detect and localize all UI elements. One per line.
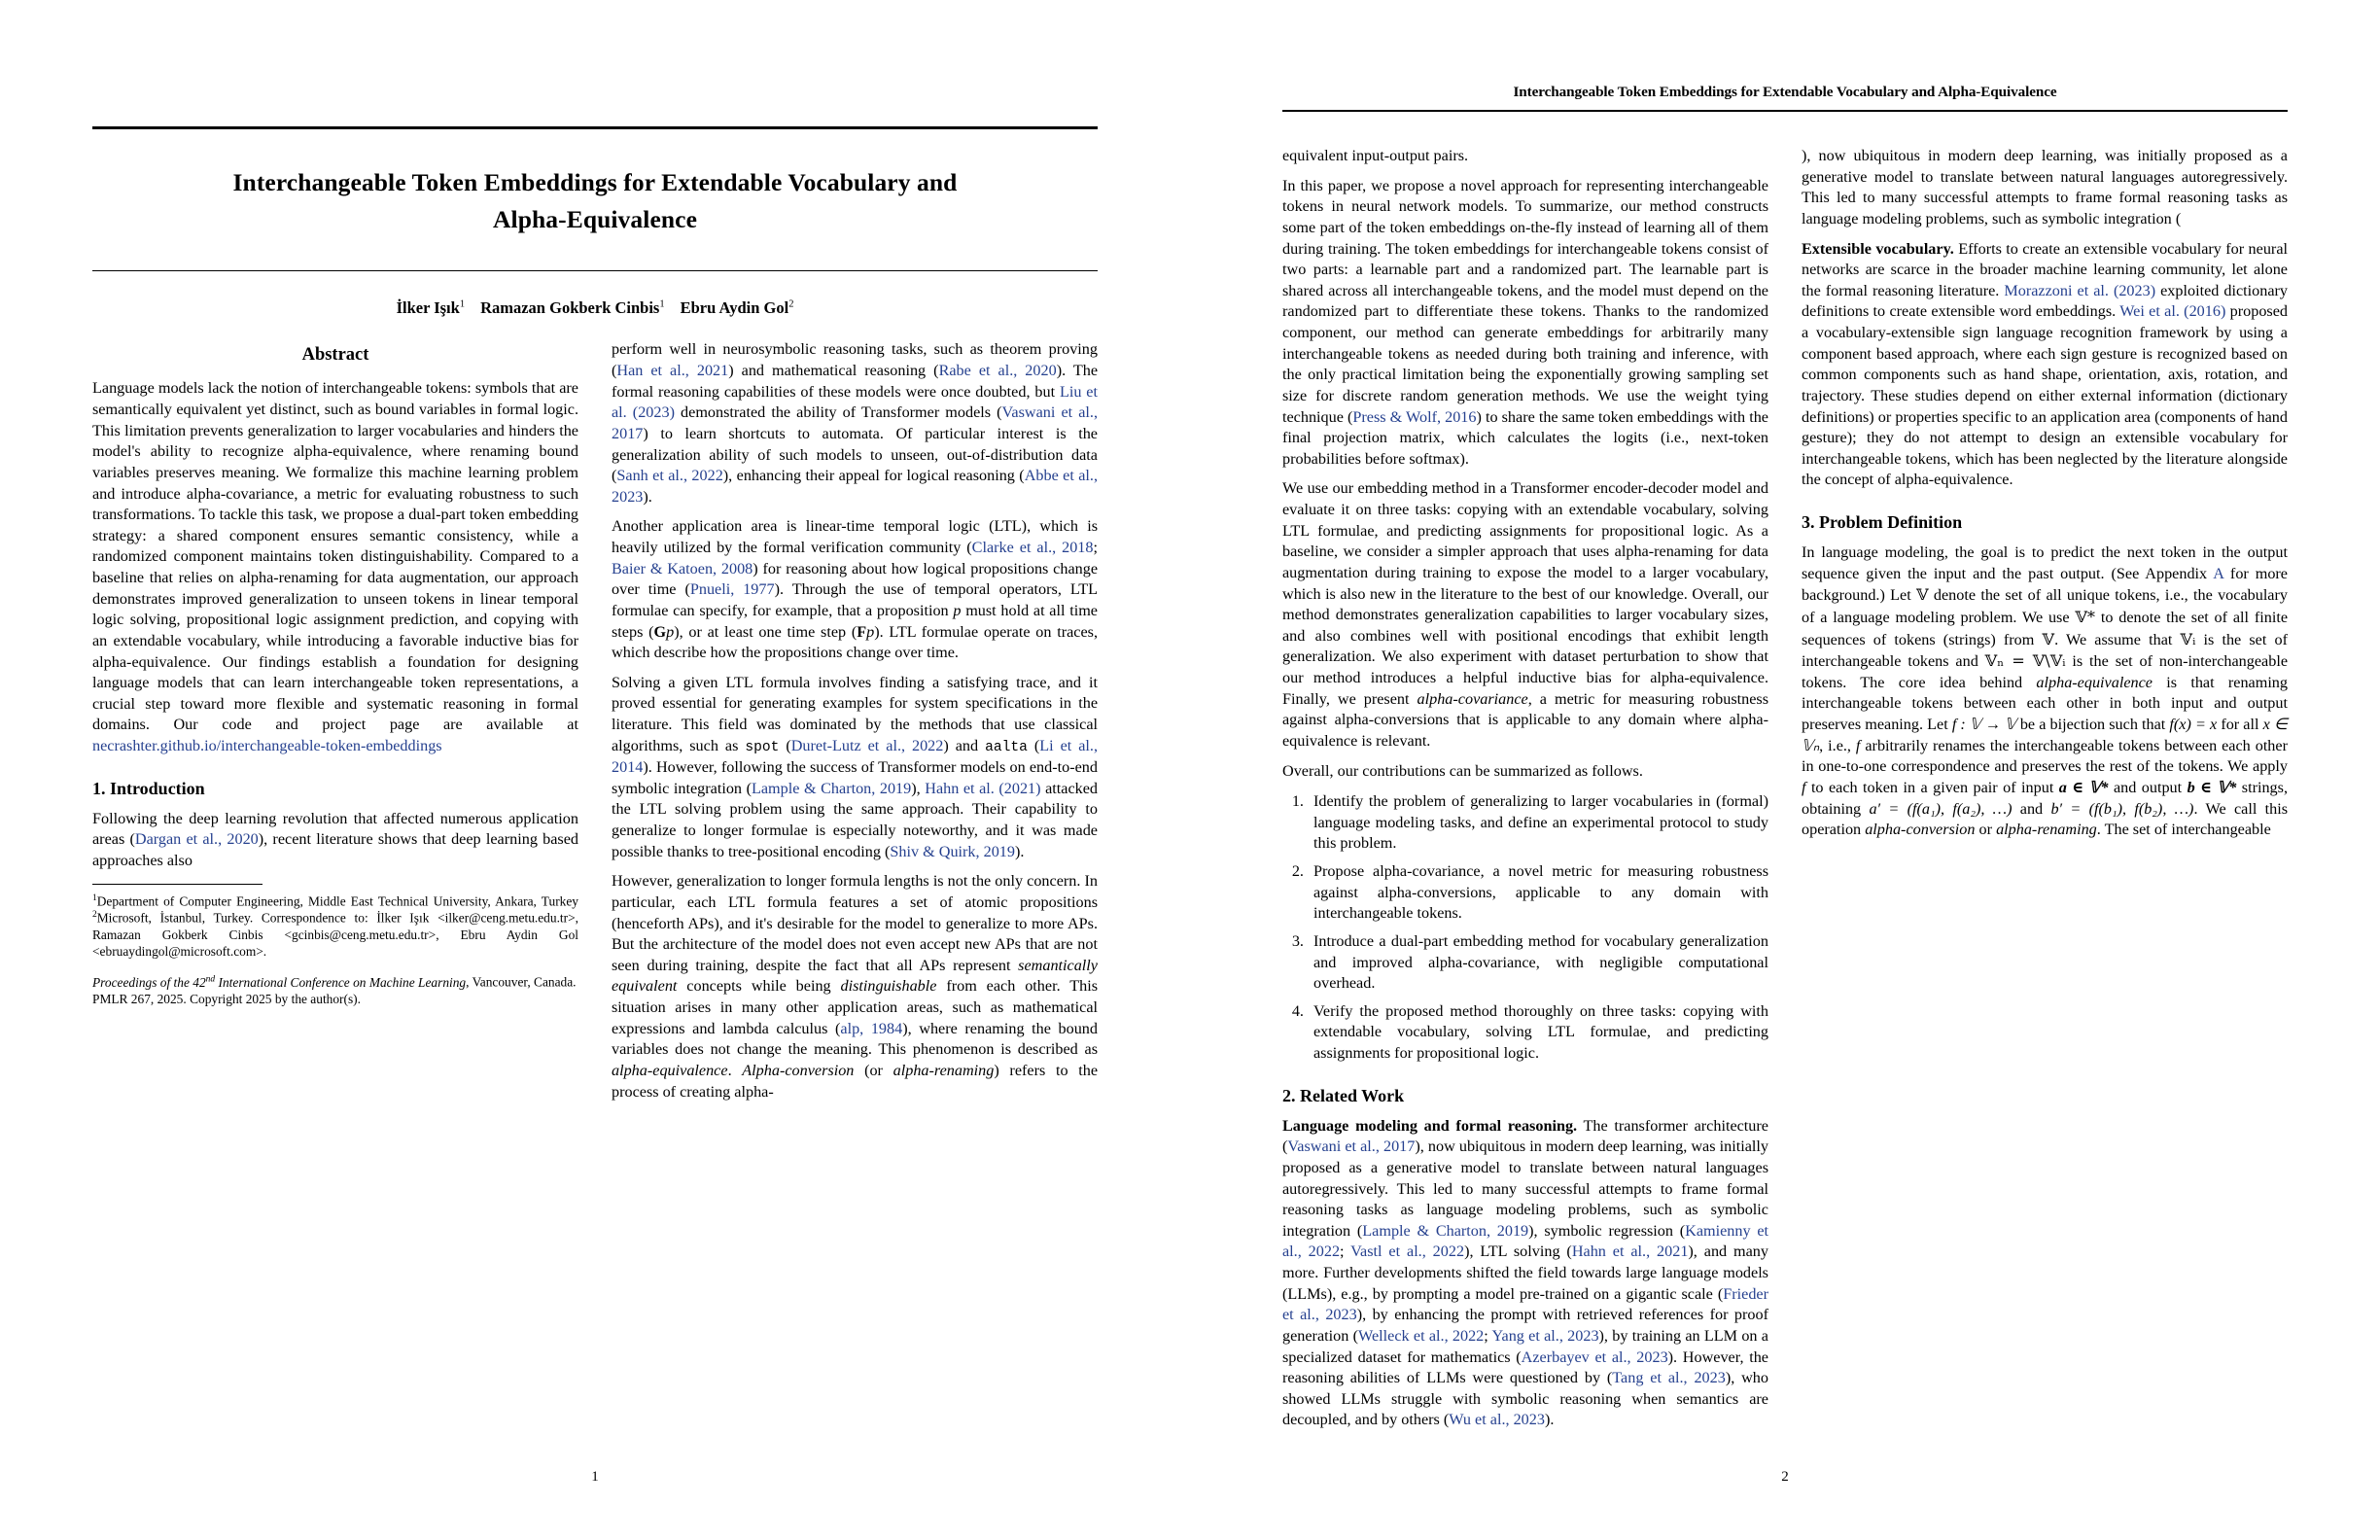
pmlr-text-a: Proceedings of the	[92, 974, 193, 990]
math-G: G	[653, 622, 667, 641]
p1-right-paragraph-2	[612, 516, 1098, 663]
t: ;	[1340, 1242, 1351, 1261]
page-title	[92, 164, 1098, 237]
page1-right-column	[612, 339, 1098, 1111]
t: to denote the set of all finite sequences of tokens (strings) from	[1802, 608, 2289, 648]
page-2	[1190, 0, 2380, 1540]
p1-right-paragraph-3	[612, 673, 1098, 862]
t: Another application area is linear-time temporal logic (LTL), which is heavily utilized by the formal verification community (	[612, 517, 1098, 557]
intro-text-a: Following the deep learning revolution that affected numerous application areas (	[92, 809, 578, 849]
paper-title-line-1: Interchangeable Token Embeddings for Extendable Vocabulary and	[232, 168, 958, 196]
t: ), enhancing their appeal for logical reasoning (	[722, 467, 1025, 485]
t: denote the set of all unique tokens, i.e., the vocabulary of a language modeling problem. We use	[1802, 586, 2288, 626]
t: demonstrated the ability of Transformer models (	[674, 403, 1002, 422]
paragraph-lead-language-modeling: Language modeling and formal reasoning.	[1282, 1116, 1578, 1135]
emph-alpha-conversion-2: alpha-conversion	[1865, 821, 1976, 839]
section-heading-problem-definition: 3. Problem Definition	[1802, 512, 1963, 532]
t: ), now ubiquitous in modern deep learning, was initially proposed as a generative model to translate between natural languages autoregressively. This led to many successful attempts to frame formal reasoning tasks as language modeling problems, such as symbolic integration (	[1282, 1138, 1768, 1240]
t: ).	[1544, 1411, 1555, 1429]
math-Gp: p	[666, 622, 675, 641]
t: and output	[2108, 778, 2188, 796]
t: ;	[1093, 539, 1098, 557]
t: ), by training an LLM on a specialized dataset for mathematics (	[1282, 1326, 1768, 1366]
citation-shiv[interactable]: Shiv & Quirk, 2019	[890, 842, 1015, 860]
math-a-prime: a′ = (f(a₁), f(a₂), …)	[1869, 799, 2012, 818]
t: ), symbolic regression (	[1528, 1221, 1686, 1240]
citation-duret-lutz[interactable]: Duret-Lutz et al., 2022	[790, 736, 944, 754]
t: . We call this operation	[1802, 799, 2289, 839]
math-Fp: p	[866, 622, 875, 641]
section-heading-introduction: 1. Introduction	[92, 778, 205, 798]
page2-columns	[1282, 21, 2288, 1440]
t: ), or at least one time step (	[674, 622, 858, 641]
citation-vaswani[interactable]: Vaswani et al., 2017	[612, 403, 1098, 442]
emph-alpha-renaming: alpha-renaming	[892, 1061, 995, 1079]
p1-right-paragraph-4	[612, 871, 1098, 1102]
t: exploited dictionary definitions to create extensible word embeddings.	[1802, 281, 2288, 321]
math-f-bijection: f : 𝕍 → 𝕍	[1951, 716, 2016, 733]
t: be a bijection such that	[2015, 716, 2170, 733]
emph-semantically-equivalent: semantically equivalent	[612, 956, 1098, 996]
p2-right-paragraph-continued	[1802, 146, 2288, 230]
p2-related-work-paragraph	[1282, 1116, 1768, 1431]
pmlr-ordinal-number: 42	[192, 974, 206, 990]
footnote-marker-2: 2	[92, 910, 97, 921]
emph-distinguishable: distinguishable	[840, 977, 937, 996]
link-appendix-a[interactable]: A	[2213, 564, 2223, 582]
t: strings, obtaining	[1802, 778, 2288, 818]
emph-alpha-renaming-2: alpha-renaming	[1996, 821, 2097, 839]
t: The transformer architecture (	[1282, 1116, 1768, 1156]
citation-rabe[interactable]: Rabe et al., 2020	[938, 362, 1057, 380]
citation-azerbayev[interactable]: Azerbayev et al., 2023	[1521, 1348, 1668, 1366]
t: ), where renaming the bound variables does not change the meaning. This phenomenon is described as	[612, 1019, 1098, 1059]
math-f-italic-2: f	[1802, 778, 1806, 796]
p2-left-paragraph-0: equivalent input-output pairs.	[1282, 147, 1469, 164]
citation-abbe[interactable]: Abbe et al., 2023	[612, 467, 1098, 506]
t: ), LTL solving (	[1464, 1242, 1572, 1261]
t: . The set of interchangeable	[2096, 821, 2271, 839]
t: ), by enhancing the prompt with retrieved references for proof generation (	[1282, 1306, 1768, 1345]
author-list	[92, 298, 1098, 318]
title-bottom-rule	[92, 270, 1098, 271]
pmlr-text-c: , Vancouver, Canada. PMLR 267, 2025. Copyright 2025 by the author(s).	[92, 974, 577, 1007]
citation-clarke[interactable]: Clarke et al., 2018	[971, 539, 1094, 557]
t: . We assume that	[2054, 630, 2181, 648]
abstract-body	[92, 378, 578, 756]
t: However, generalization to longer formula lengths is not the only concern. In particular, each LTL formula features a set of atomic propositions (henceforth APs), and it's desirable for the model to generalize to more APs. But the architecture of the model does not even accept new APs that are not seen during training, despite the fact that all APs represent	[612, 872, 1098, 974]
t: ). Through the use of temporal operators, LTL formulae can specify, for example, that a proposition	[612, 580, 1098, 619]
citation-tang[interactable]: Tang et al., 2023	[1612, 1369, 1726, 1387]
footnote-text-2: Microsoft, İstanbul, Turkey. Correspondence to: İlker Işık <ilker@ceng.metu.edu.tr>, Ramazan Gokberk Cinbis <gcinbis@ceng.metu.edu.tr>, Ebru Aydin Gol <ebruaydingol@microsoft.com>.	[92, 910, 578, 960]
t: is the set of interchangeable tokens and	[1802, 630, 2288, 671]
emph-alpha-covariance: alpha-covariance	[1417, 689, 1528, 708]
citation-lample[interactable]: Lample & Charton, 2019	[751, 779, 912, 797]
t: ). LTL formulae operate on traces, which describe how the propositions change over time.	[612, 622, 1098, 662]
math-a-in-Vstar: a ∈ 𝕍*	[2058, 778, 2109, 796]
t: (	[1027, 736, 1040, 754]
t: ) and mathematical reasoning (	[728, 362, 939, 380]
t: .	[727, 1061, 743, 1079]
t: concepts while being	[677, 977, 841, 996]
citation-press-wolf[interactable]: Press & Wolf, 2016	[1352, 407, 1477, 426]
list-item: 3. Introduce a dual-part embedding method for vocabulary generalization and improved alpha-covariance, with negligible computational overhead.	[1308, 931, 1768, 995]
t: ;	[1484, 1326, 1492, 1345]
citation-liu[interactable]: Liu et al. (2023)	[612, 382, 1098, 422]
t: for all	[2217, 716, 2263, 733]
t: is the set of non-interchangeable tokens. The core idea behind	[1802, 652, 2288, 691]
author-name-3: Ebru Aydin Gol	[680, 298, 789, 318]
t: Solving a given LTL formula involves finding a satisfying trace, and it proved essential for generating examples for system specifications in the literature. This field was dominated by the methods that use classical algorithms, such as	[612, 673, 1098, 754]
citation-lample-2[interactable]: Lample & Charton, 2019	[1362, 1221, 1529, 1240]
p2-problem-definition-paragraph	[1802, 542, 2288, 841]
p1-right-paragraph-1	[612, 339, 1098, 508]
t: perform well in neurosymbolic reasoning tasks, such as theorem proving (	[612, 340, 1098, 380]
t: ), and many more. Further developments shifted the field towards large language models (LLMs), e.g., by prompting a model pre-trained on a gigantic scale (	[1282, 1242, 1768, 1303]
math-p: p	[953, 601, 962, 619]
title-top-rule	[92, 126, 1098, 129]
math-V-star: 𝕍*	[2075, 607, 2096, 626]
intro-text-b: ), recent literature shows that deep learning based approaches also	[92, 830, 578, 869]
math-x-in-Vn: x ∈ 𝕍ₙ	[1802, 716, 2289, 754]
t: from each other. This situation arises in many other application areas, such as mathematical expressions and lambda calculus (	[612, 977, 1098, 1037]
t: ) to share the same token embeddings with the final projection matrix, which calculates the logits (i.e., next-token probabilities before softmax).	[1282, 407, 1768, 468]
math-f-italic: f	[1855, 736, 1861, 754]
abstract-heading: Abstract	[301, 345, 369, 366]
author-affiliation-1: 1	[459, 298, 466, 310]
t: for more background.) Let	[1802, 564, 2288, 605]
t: We use our embedding method in a Transformer encoder-decoder model and evaluate it on three tasks: copying with an extendable vocabulary, solving LTL formulae, and predicting assignments for propositional logic. As a baseline, we consider a simpler approach that uses alpha-renaming for data augmentation during training to expose the model to a larger vocabulary, which is also new in the literature to the best of our knowledge. Overall, our method demonstrates generalization capabilities to larger vocabulary sizes, and also combines well with positional encodings that exhibit length generalization. We also experiment with dataset perturbation to show that our method introduces a helpful inductive bias for alpha-equivalence. Finally, we present	[1282, 479, 1768, 708]
citation-morazzoni[interactable]: Morazzoni et al. (2023)	[2004, 281, 2156, 299]
tool-name-spot: spot	[745, 739, 780, 755]
t: must hold at all time steps (	[612, 601, 1098, 641]
paper-title-line-2: Alpha-Equivalence	[493, 204, 697, 233]
citation-frieder[interactable]: Frieder et al., 2023	[1282, 1284, 1768, 1324]
t: is that renaming interchangeable tokens between each other in both input and output preserves meaning. Let	[1802, 673, 2288, 733]
p2-left-paragraph-3: Overall, our contributions can be summarized as follows.	[1282, 761, 1643, 780]
t: ). However, following the success of Transformer models on end-to-end symbolic integration (	[612, 758, 1098, 797]
author-name-2: Ramazan Gokberk Cinbis	[480, 298, 660, 318]
contributions-list	[1282, 791, 1768, 1065]
emph-alpha-conversion: Alpha-conversion	[742, 1061, 855, 1079]
citation-baier[interactable]: Baier & Katoen, 2008	[612, 559, 753, 578]
t: , a metric for measuring robustness against alpha-conversions that is applicable to any domain where alpha-equivalence is relevant.	[1282, 689, 1769, 750]
page1-columns	[92, 339, 1098, 1111]
citation-han[interactable]: Han et al., 2021	[616, 362, 729, 380]
citation-wei[interactable]: Wei et al. (2016)	[2119, 302, 2226, 321]
emph-alpha-equivalence: alpha-equivalence	[612, 1061, 728, 1079]
t: In this paper, we propose a novel approach for representing interchangeable tokens in neural network models. To summarize, our method constructs some part of the token embeddings on-the-fly instead of learning all of them during training. The token embeddings for interchangeable tokens consist of two parts: a learnable part and a randomized part. The learnable part is shared across all interchangeable tokens, and the model must depend on the randomized part to differentiate these tokens. Thanks to the randomized component, our method can generate embeddings for arbitrarily many interchangeable tokens as needed during both training and inference, with the only practical limitation being the exponentially growing sampling set size for discrete random generation methods. We use the weight tying technique (	[1282, 176, 1768, 426]
t: ). However, the reasoning abilities of LLMs were questioned by (	[1282, 1348, 1768, 1387]
citation-alp[interactable]: alp, 1984	[840, 1019, 903, 1037]
math-fx-equals-x: f(x) = x	[2169, 716, 2218, 733]
t: Efforts to create an extensible vocabulary for neural networks are scarce in the broader machine learning community, let alone the formal reasoning literature.	[1802, 239, 2288, 299]
list-item: 1. Identify the problem of generalizing to larger vocabularies in (formal) language modeling tasks, and define an experimental protocol to study this problem.	[1308, 791, 1768, 855]
t: , i.e.,	[1819, 736, 1856, 754]
p2-left-paragraph-1	[1282, 176, 1768, 471]
t: (or	[854, 1061, 893, 1079]
t: to each token in a given pair of input	[1805, 778, 2059, 796]
t: ) refers to the process of creating alpha-	[612, 1061, 1099, 1101]
t: arbitrarily renames the interchangeable tokens between each other in one-to-one correspondence and preserves the rest of the tokens. We apply	[1802, 736, 2288, 776]
abstract-paragraph	[92, 378, 578, 756]
pmlr-copyright	[92, 973, 578, 1007]
author-name-1: İlker Işık	[396, 298, 460, 318]
citation-dargan[interactable]: Dargan et al., 2020	[134, 830, 259, 849]
t: ), who showed LLMs struggle with symbolic reasoning when semantics are decoupled, and by others (	[1282, 1369, 1768, 1429]
paragraph-lead-extensible-vocabulary: Extensible vocabulary.	[1802, 239, 1954, 258]
running-head: Interchangeable Token Embeddings for Extendable Vocabulary and Alpha-Equivalence	[1513, 84, 2057, 100]
citation-sanh[interactable]: Sanh et al., 2022	[616, 467, 723, 485]
math-V-2: 𝕍	[2042, 629, 2055, 648]
emph-alpha-equivalence-2: alpha-equivalence	[2036, 673, 2152, 691]
t: (	[779, 736, 791, 754]
footnote-marker-1: 1	[92, 892, 97, 903]
citation-vastl[interactable]: Vastl et al., 2022	[1350, 1242, 1465, 1261]
t: ) for reasoning about how logical propositions change over time (	[612, 559, 1099, 599]
t: or	[1975, 821, 1997, 839]
footnote-affiliations	[92, 892, 578, 961]
page-number-1: 1	[591, 1469, 599, 1485]
page1-left-column	[92, 339, 578, 1111]
page2-left-column	[1282, 146, 1768, 1440]
t: ).	[1014, 842, 1025, 860]
footnote-block	[92, 884, 578, 1008]
pmlr-ordinal-suffix: nd	[205, 974, 216, 985]
pmlr-text-b: International Conference on Machine Learning	[215, 974, 467, 990]
math-b-in-Vstar: b ∈ 𝕍*	[2187, 778, 2237, 796]
citation-li[interactable]: Li et al., 2014	[612, 736, 1099, 777]
section-heading-related-work: 2. Related Work	[1282, 1085, 1405, 1105]
t: ). The formal reasoning capabilities of these models were once doubted, but	[612, 362, 1099, 401]
citation-kamienny[interactable]: Kamienny et al., 2022	[1282, 1221, 1769, 1261]
t: ), now ubiquitous in modern deep learning, was initially proposed as a generative model to translate between natural languages autoregressively. This led to many successful attempts to frame formal reasoning tasks as language modeling problems, such as symbolic integration (	[1802, 147, 2288, 228]
page2-right-column	[1802, 146, 2288, 1440]
t: and	[2012, 799, 2051, 818]
list-item: 2. Propose alpha-covariance, a novel metric for measuring robustness against alpha-conversions, applicable to any domain with interchangeable tokens.	[1308, 861, 1768, 925]
t: attacked the LTL solving problem using the same approach. Their capability to generalize to longer formulae is especially noteworthy, and it was made possible thanks to tree-positional encoding (	[612, 779, 1099, 860]
citation-wu[interactable]: Wu et al., 2023	[1449, 1411, 1545, 1429]
t: ) to learn shortcuts to automata. Of particular interest is the generalization ability of such models to unseen, out-of-distribution data (	[612, 424, 1098, 485]
citation-hahn[interactable]: Hahn et al. (2021)	[925, 779, 1041, 797]
author-affiliation-2: 1	[659, 298, 665, 310]
footnote-rule	[92, 884, 262, 885]
citation-welleck[interactable]: Welleck et al., 2022	[1357, 1326, 1485, 1345]
t: ),	[911, 779, 926, 797]
math-Vn-equation: 𝕍ₙ = 𝕍\𝕍ᵢ	[1984, 651, 2066, 671]
citation-vaswani-2[interactable]: Vaswani et al., 2017	[1287, 1138, 1416, 1156]
author-affiliation-3: 2	[788, 298, 794, 310]
page-number-2: 2	[1781, 1469, 1789, 1485]
p2-extensible-vocabulary-paragraph	[1802, 239, 2288, 492]
t: ) and	[943, 736, 986, 754]
t: proposed a vocabulary-extensible sign language recognition framework by using a component based approach, where each sign gesture is recognized based on common components such as hand shape, orientation, axis, rotation, and trajectory. These studies depend on either external information (dictionary definitions) or properties specific to an application area (components of hand gesture); they do not attempt to design an extensible vocabulary for interchangeable tokens, which has been neglected by the literature alongside the concept of alpha-equivalence.	[1802, 302, 2288, 489]
citation-pnueli[interactable]: Pnueli, 1977	[689, 580, 775, 599]
p2-left-paragraph-2	[1282, 478, 1768, 752]
tool-name-aalta: aalta	[985, 739, 1028, 755]
abstract-text: Language models lack the notion of interchangeable tokens: symbols that are semantically equivalent yet distinct, such as bound variables in formal logic. This limitation prevents generalization to larger vocabularies and hinders the model's ability to recognize alpha-equivalence, where renaming bound variables preserves meaning. We formalize this machine learning problem and introduce alpha-covariance, a metric for evaluating robustness to such transformations. To tackle this task, we propose a dual-part token embedding strategy: a shared component ensures semantic consistency, while a randomized component maintains token distinguishability. Compared to a baseline that relies on alpha-renaming for data augmentation, our approach demonstrates improved generalization to unseen tokens in linear temporal logic solving, propositional logic assignment prediction, and copying with an extendable vocabulary, while introducing a favorable inductive bias for alpha-equivalence. Our findings establish a foundation for designing language models that can learn interchangeable token representations, a crucial step toward more flexible and systematic reasoning in formal domains. Our code and project page are available at	[92, 379, 578, 734]
t: In language modeling, the goal is to predict the next token in the output sequence given the input and the past output. (See Appendix	[1802, 543, 2288, 582]
math-V-i: 𝕍ᵢ	[2180, 629, 2196, 648]
title-block	[92, 0, 1098, 318]
t: ).	[643, 487, 652, 506]
math-F: F	[857, 622, 867, 641]
list-item: 4. Verify the proposed method thoroughly on three tasks: copying with extendable vocabulary, solving LTL formulae, and predicting assignments for propositional logic.	[1308, 1001, 1768, 1065]
citation-yang[interactable]: Yang et al., 2023	[1491, 1326, 1599, 1345]
citation-hahn-2[interactable]: Hahn et al., 2021	[1571, 1242, 1689, 1261]
math-b-prime: b′ = (f(b₁), f(b₂), …)	[2050, 799, 2194, 818]
math-V: 𝕍	[1916, 585, 1929, 605]
footnote-text-1: Department of Computer Engineering, Middle East Technical University, Ankara, Turkey	[96, 893, 578, 909]
project-page-link[interactable]: necrashter.github.io/interchangeable-token-embeddings	[92, 737, 442, 755]
intro-paragraph-1	[92, 809, 578, 872]
